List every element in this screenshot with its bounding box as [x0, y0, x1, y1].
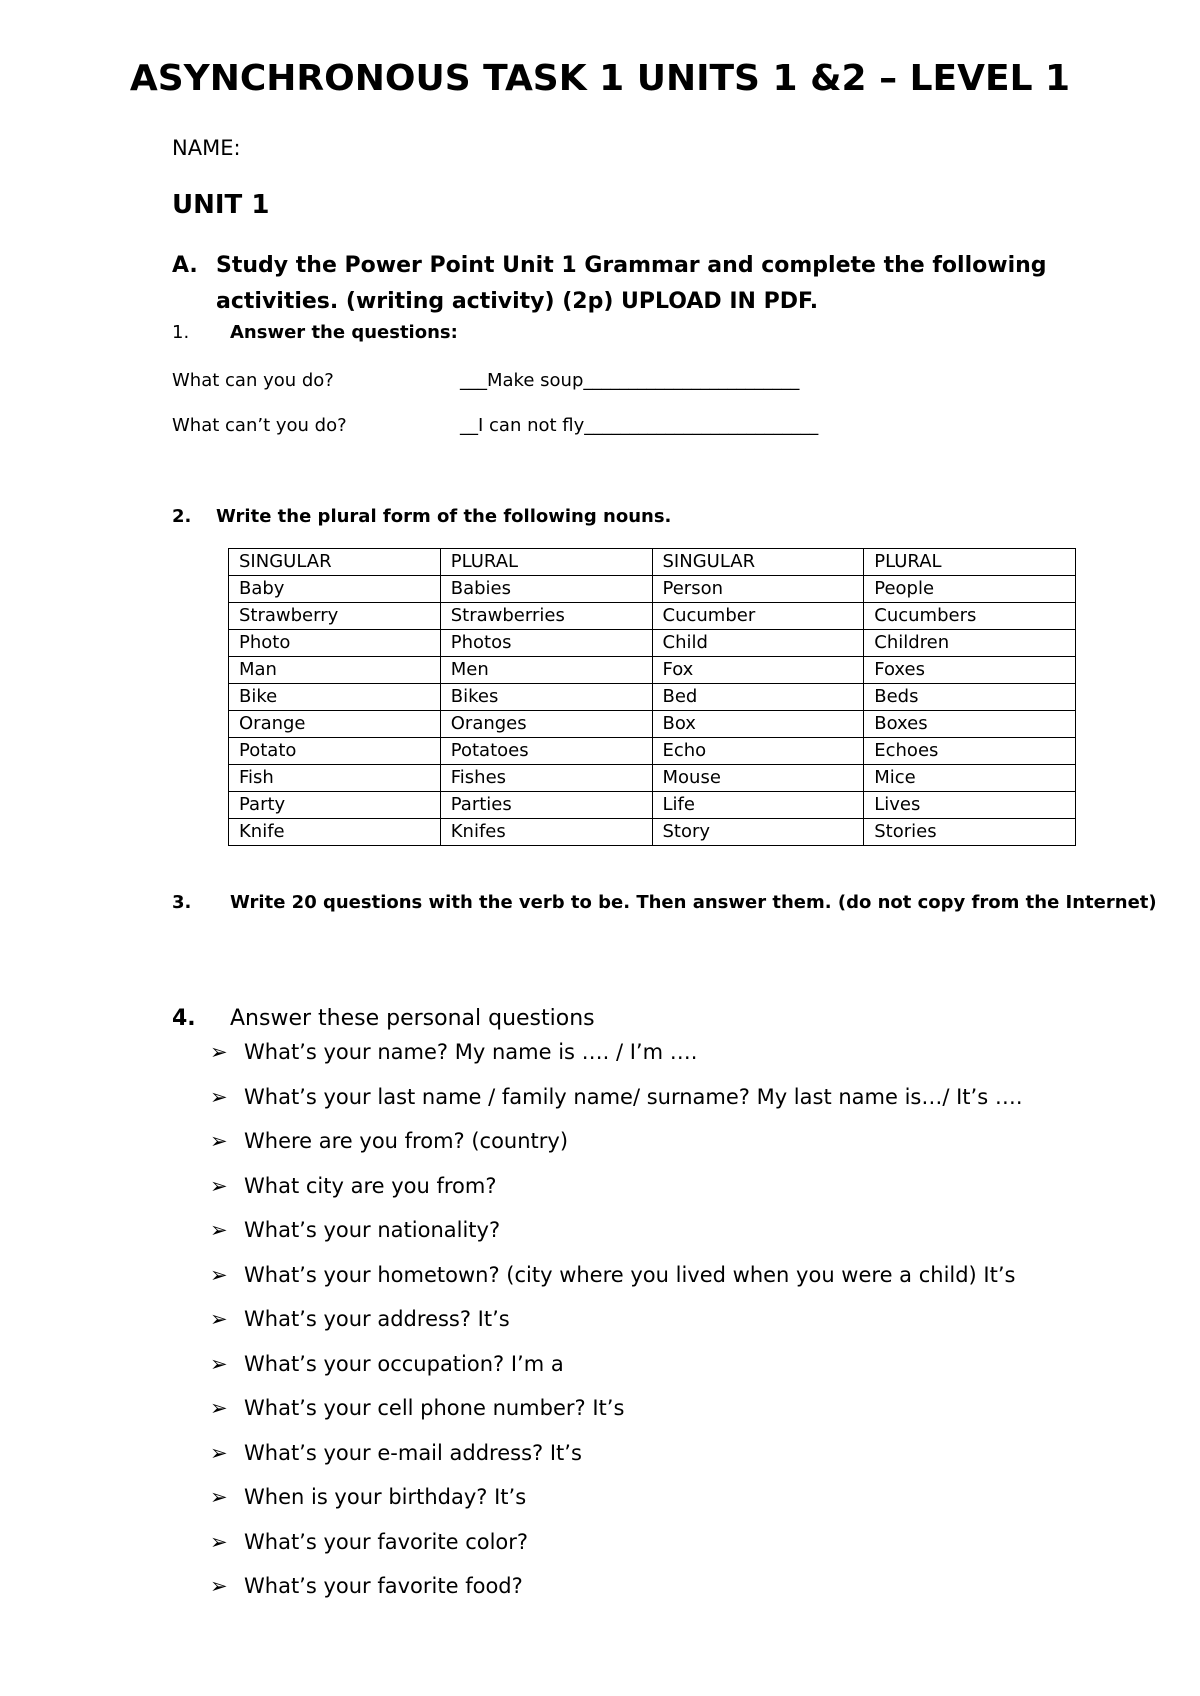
table-cell: Baby — [229, 576, 441, 603]
table-row — [229, 711, 1076, 738]
q1-answer-2: __I can not fly__________________________ — [460, 415, 819, 436]
unit-heading: UNIT 1 — [172, 190, 270, 220]
q1-answer-1: ___Make soup________________________ — [460, 370, 800, 391]
personal-question-text: What’s your nationality? — [244, 1218, 501, 1242]
arrow-bullet-icon: ➢ — [210, 1307, 228, 1331]
arrow-bullet-icon: ➢ — [210, 1173, 228, 1198]
section-a-instructions: Study the Power Point Unit 1 Grammar and complete the following activities. (writing activity) (2p) UPLOAD IN PDF. — [216, 253, 1047, 314]
table-cell: Party — [229, 792, 441, 819]
table-cell: Man — [229, 657, 441, 684]
table-cell: Bed — [652, 684, 864, 711]
q1-heading: Answer the questions: — [230, 322, 458, 343]
table-cell: Fox — [652, 657, 864, 684]
column-header: SINGULAR — [229, 549, 441, 576]
personal-question-text: What’s your name? My name is …. / I’m …. — [244, 1040, 698, 1064]
table-cell: Stories — [864, 819, 1076, 846]
table-cell: Cucumber — [652, 603, 864, 630]
personal-question-text: What’s your address? It’s — [244, 1307, 510, 1331]
table-cell: Knifes — [440, 819, 652, 846]
table-cell: Strawberries — [440, 603, 652, 630]
table-cell: Lives — [864, 792, 1076, 819]
table-cell: Oranges — [440, 711, 652, 738]
table-cell: Parties — [440, 792, 652, 819]
table-cell: Potatoes — [440, 738, 652, 765]
table-cell: Bike — [229, 684, 441, 711]
arrow-bullet-icon: ➢ — [210, 1396, 228, 1420]
table-cell: Photo — [229, 630, 441, 657]
arrow-bullet-icon: ➢ — [210, 1129, 228, 1153]
q1-question-1: What can you do? — [172, 370, 334, 391]
table-cell: Life — [652, 792, 864, 819]
table-cell: Foxes — [864, 657, 1076, 684]
table-cell: Box — [652, 711, 864, 738]
table-cell: Potato — [229, 738, 441, 765]
table-row — [229, 792, 1076, 819]
arrow-bullet-icon: ➢ — [210, 1351, 228, 1376]
table-row — [229, 738, 1076, 765]
table-cell: Fish — [229, 765, 441, 792]
table-cell: Beds — [864, 684, 1076, 711]
q3-number: 3. — [172, 892, 192, 913]
table-cell: Child — [652, 630, 864, 657]
table-cell: Children — [864, 630, 1076, 657]
table-row — [229, 819, 1076, 846]
arrow-bullet-icon: ➢ — [210, 1218, 228, 1242]
table-cell: Knife — [229, 819, 441, 846]
table-cell: Person — [652, 576, 864, 603]
column-header: PLURAL — [864, 549, 1076, 576]
arrow-bullet-icon: ➢ — [210, 1529, 228, 1554]
table-row — [229, 765, 1076, 792]
q2-number: 2. — [172, 506, 192, 527]
table-row — [229, 603, 1076, 630]
table-cell: Orange — [229, 711, 441, 738]
table-cell: Mouse — [652, 765, 864, 792]
column-header: SINGULAR — [652, 549, 864, 576]
arrow-bullet-icon: ➢ — [210, 1485, 228, 1509]
table-header-row — [229, 549, 1076, 576]
table-cell: Photos — [440, 630, 652, 657]
name-label: NAME: — [172, 136, 241, 160]
q1-question-2: What can’t you do? — [172, 415, 347, 436]
personal-question-text: What city are you from? — [244, 1173, 497, 1198]
table-row — [229, 630, 1076, 657]
table-cell: Boxes — [864, 711, 1076, 738]
table-row — [229, 684, 1076, 711]
personal-question-text: Where are you from? (country) — [244, 1129, 569, 1153]
table-cell: Cucumbers — [864, 603, 1076, 630]
arrow-bullet-icon: ➢ — [210, 1574, 228, 1598]
personal-question-text: What’s your favorite food? — [244, 1574, 523, 1598]
personal-question-text: What’s your favorite color? — [244, 1529, 529, 1554]
plural-table — [228, 548, 1076, 846]
personal-question-text: What’s your cell phone number? It’s — [244, 1396, 625, 1420]
personal-question-text: What’s your last name / family name/ surname? My last name is…/ It’s …. — [244, 1084, 1023, 1109]
q3-heading: Write 20 questions with the verb to be. Then answer them. (do not copy from the Internet) — [230, 892, 1157, 913]
table-cell: Men — [440, 657, 652, 684]
table-cell: Echo — [652, 738, 864, 765]
page-title: ASYNCHRONOUS TASK 1 UNITS 1 &2 – LEVEL 1 — [129, 58, 1071, 99]
personal-question-text: When is your birthday? It’s — [244, 1485, 527, 1509]
personal-question-text: What’s your occupation? I’m a — [244, 1351, 564, 1376]
q2-heading: Write the plural form of the following nouns. — [216, 506, 672, 527]
arrow-bullet-icon: ➢ — [210, 1040, 228, 1064]
q1-number: 1. — [172, 322, 190, 343]
table-cell: Echoes — [864, 738, 1076, 765]
q4-heading: Answer these personal questions — [230, 1006, 595, 1031]
table-cell: People — [864, 576, 1076, 603]
personal-question-text: What’s your e-mail address? It’s — [244, 1440, 582, 1465]
arrow-bullet-icon: ➢ — [210, 1262, 228, 1287]
table-cell: Babies — [440, 576, 652, 603]
column-header: PLURAL — [440, 549, 652, 576]
q4-number: 4. — [172, 1006, 196, 1031]
table-cell: Strawberry — [229, 603, 441, 630]
table-cell: Fishes — [440, 765, 652, 792]
table-cell: Mice — [864, 765, 1076, 792]
table-cell: Story — [652, 819, 864, 846]
arrow-bullet-icon: ➢ — [210, 1440, 228, 1465]
section-a-letter: A. — [172, 253, 198, 278]
table-row — [229, 576, 1076, 603]
table-row — [229, 657, 1076, 684]
arrow-bullet-icon: ➢ — [210, 1084, 228, 1109]
personal-question-text: What’s your hometown? (city where you lived when you were a child) It’s — [244, 1262, 1016, 1287]
table-cell: Bikes — [440, 684, 652, 711]
